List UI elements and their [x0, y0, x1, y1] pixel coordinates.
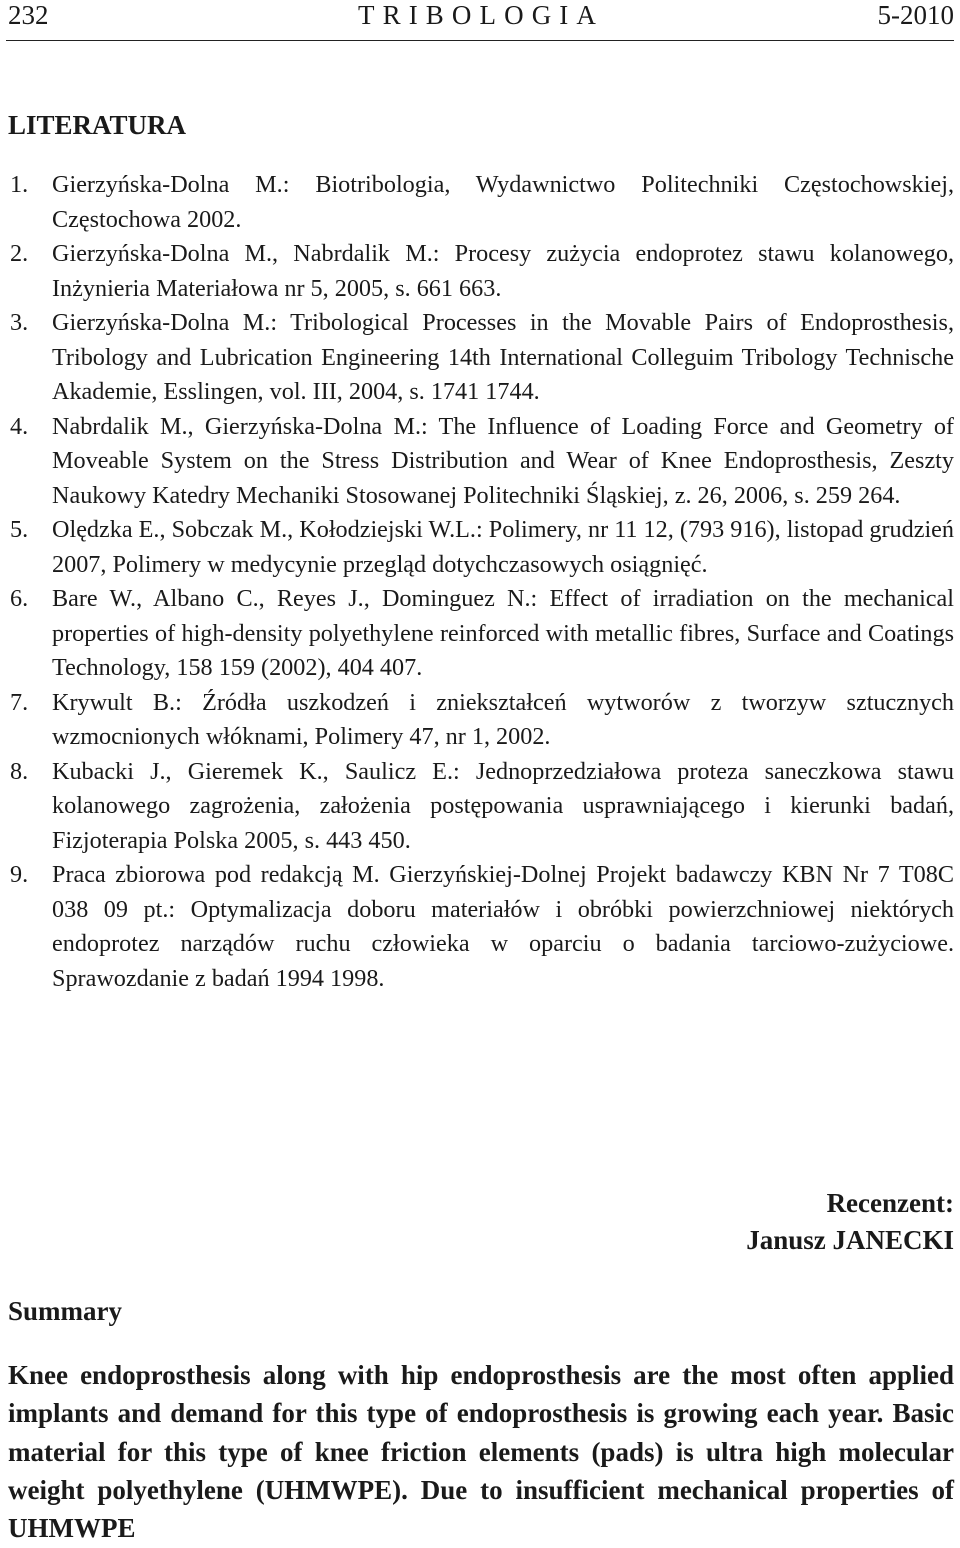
header-divider: [6, 40, 954, 41]
reviewer-label: Recenzent:: [826, 1188, 954, 1218]
reference-number: 2.: [10, 240, 29, 267]
reference-text: Nabrdalik M., Gierzyńska-Dolna M.: The Influence of Loading Force and Geometry of Moveable System on the Stress Distribution and Wear of Knee Endoprosthesis, Zeszty Naukowy Katedry Mechaniki Stosowanej Politechniki Śląskiej, z. 26, 2006, s. 259 264.: [52, 412, 954, 509]
journal-name: TRIBOLOGIA: [358, 0, 604, 30]
reference-item: [8, 582, 954, 686]
reference-item: [8, 410, 954, 514]
literature-heading: LITERATURA: [8, 110, 187, 140]
running-header: [8, 0, 954, 34]
reference-number: 4.: [10, 412, 29, 440]
reference-number: 6.: [10, 585, 29, 612]
reference-text: Olędzka E., Sobczak M., Kołodziejski W.L.: Polimery, nr 11 12, (793 916), listopad grudzień 2007, Polimery w medycynie przegląd dotychczasowych osiągnięć.: [52, 516, 954, 578]
page-number: 232: [8, 0, 49, 30]
reference-number: 8.: [10, 757, 29, 785]
reference-text: Bare W., Albano C., Reyes J., Dominguez N.: Effect of irradiation on the mechanical properties of high-density polyethylene reinforced with metallic fibres, Surface and Coatings Technology, 158 159 (2002), 404 407.: [52, 585, 954, 681]
summary-heading: Summary: [8, 1296, 122, 1326]
reference-text: Kubacki J., Gieremek K., Saulicz E.: Jednoprzedziałowa proteza saneczkowa stawu kolanowego zagrożenia, założenia postępowania usprawniającego i kierunki badań, Fizjoterapia Polska 2005, s. 443 450.: [52, 757, 954, 854]
issue-number: 5-2010: [877, 0, 954, 30]
reviewer-name: Janusz JANECKI: [746, 1225, 954, 1255]
summary-text: Knee endoprosthesis along with hip endoprosthesis are the most often applied implants and demand for this type of endoprosthesis is growing each year. Basic material for this type of knee friction elements (pads) is ultra high molecular weight polyethylene (UHMWPE). Due to insufficient mechanical properties of UHMWPE: [8, 1360, 954, 1544]
reference-number: 7.: [10, 688, 29, 716]
reference-number: 5.: [10, 516, 29, 543]
reference-item: [8, 513, 954, 582]
reference-text: Gierzyńska-Dolna M., Nabrdalik M.: Procesy zużycia endoprotez stawu kolanowego, Inżynieria Materiałowa nr 5, 2005, s. 661 663.: [52, 240, 954, 302]
reference-item: [8, 237, 954, 306]
reference-number: 3.: [10, 309, 29, 336]
reference-text: Krywult B.: Źródła uszkodzeń i zniekształceń wytworów z tworzyw sztucznych wzmocnionych włóknami, Polimery 47, nr 1, 2002.: [52, 688, 954, 750]
reference-item: [8, 168, 954, 237]
reference-text: Gierzyńska-Dolna M.: Biotribologia, Wydawnictwo Politechniki Częstochowskiej, Częstochowa 2002.: [52, 171, 954, 233]
reference-text: Gierzyńska-Dolna M.: Tribological Processes in the Movable Pairs of Endoprosthesis, Tribology and Lubrication Engineering 14th International Colleguim Tribology Technische Akademie, Esslingen, vol. III, 2004, s. 1741 1744.: [52, 309, 954, 405]
reference-item: [8, 755, 954, 859]
reference-item: [8, 858, 954, 996]
reference-text: Praca zbiorowa pod redakcją M. Gierzyńskiej-Dolnej Projekt badawczy KBN Nr 7 T08C 038 09 pt.: Optymalizacja doboru materiałów i obróbki powierzchniowej niektórych endoprotez narządów ruchu człowieka w oparciu o badania tarciowo-zużyciowe. Sprawozdanie z badań 1994 1998.: [52, 861, 954, 992]
reference-number: 9.: [10, 861, 29, 888]
reference-number: 1.: [10, 171, 29, 198]
reference-list: [8, 168, 954, 996]
reference-item: [8, 306, 954, 410]
reference-item: [8, 686, 954, 755]
reviewer-block: [746, 1185, 954, 1259]
